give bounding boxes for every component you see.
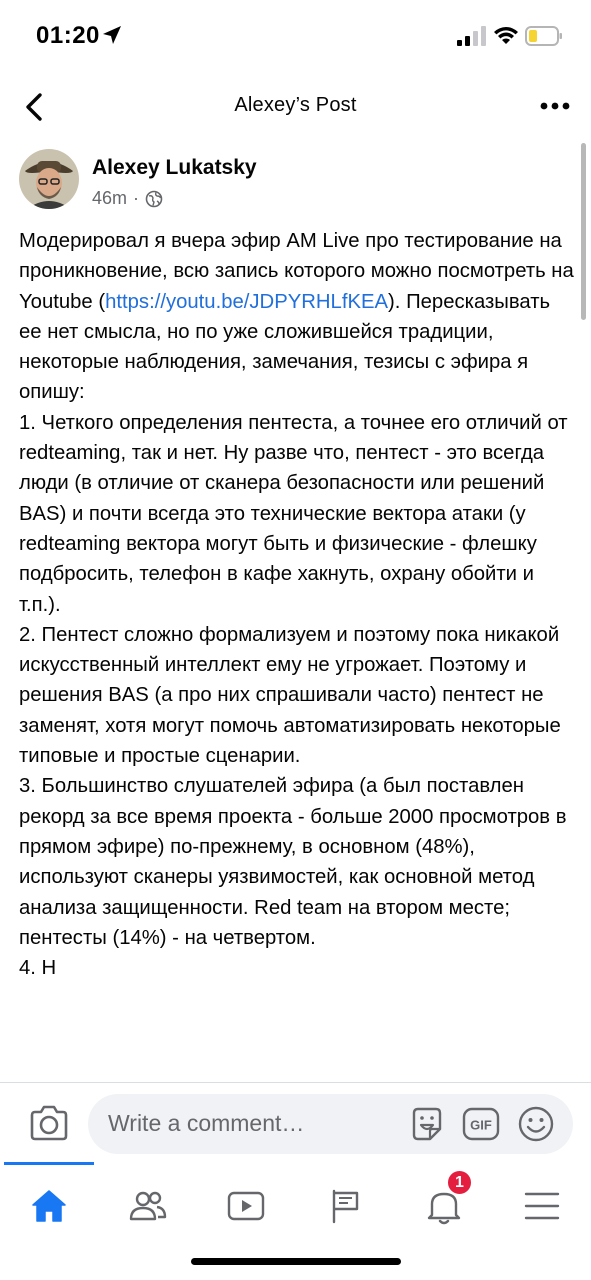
pages-tab[interactable] — [315, 1174, 375, 1238]
watch-tab[interactable] — [216, 1174, 276, 1238]
comment-placeholder: Write a comment… — [108, 1110, 305, 1136]
post-meta — [92, 188, 163, 209]
wifi-icon — [493, 25, 519, 45]
sticker-icon[interactable] — [408, 1105, 446, 1143]
status-time: 01:20 — [36, 22, 100, 49]
post-text-body: ). Пересказывать ее нет смысла, но по уже сложившейся традиции, некоторые наблюдения, замечания, тезисы с эфира я опишу: 1. Четкого определения пентеста, а точнее его отличий от redteaming, так и нет. Ну разве что, пентест - это всегда люди (в отличие от сканера безопасности или решений BAS) и почти всегда это технические вектора атаки (у redteaming вектора могут быть и физические - флешку подбросить, телефон в кафе хакнуть, охрану обойти и т.п.). 2. Пентест сложно формализуем и поэтому пока никакой искусственный интеллект ему не угрожает. Поэтому и решения BAS (а про них спрашивали часто) пентест не заменят, хотя могут помочь автоматизировать некоторые типовые и простые сценарии. 3. Большинство слушателей эфира (а был поставлен рекорд за все время проекта - больше 2000 просмотров в прямом эфире) по-прежнему, в основном (48%), используют сканеры уязвимостей, как основной метод анализа защищенности. Red team на втором месте; пентесты (14%) - на четвертом. 4. Н — [19, 290, 568, 980]
post-header-bar — [0, 80, 591, 134]
notifications-badge: 1 — [446, 1169, 473, 1196]
home-indicator — [191, 1258, 401, 1265]
friends-tab[interactable] — [118, 1174, 178, 1238]
gif-icon[interactable] — [462, 1105, 500, 1143]
menu-tab[interactable] — [512, 1174, 572, 1238]
globe-icon — [145, 190, 163, 208]
post-text — [19, 226, 580, 983]
more-dots-icon[interactable] — [540, 100, 570, 112]
gif-label: GIF — [470, 1117, 492, 1133]
home-icon — [29, 1186, 69, 1226]
signal-icon — [457, 26, 487, 46]
menu-icon — [522, 1186, 562, 1226]
battery-low-icon — [525, 26, 563, 46]
scrollbar-thumb[interactable] — [581, 143, 586, 320]
status-bar — [0, 0, 591, 76]
active-tab-indicator — [4, 1162, 94, 1165]
location-arrow-icon — [101, 24, 123, 46]
youtube-link[interactable]: https://youtu.be/JDPYRHLfKEA — [105, 290, 389, 313]
avatar[interactable] — [19, 149, 79, 209]
friends-icon — [128, 1186, 168, 1226]
emoji-icon[interactable] — [517, 1105, 555, 1143]
meta-separator: · — [133, 188, 140, 208]
flag-icon — [325, 1186, 365, 1226]
page-title: Alexey’s Post — [234, 94, 357, 116]
watch-icon — [226, 1186, 266, 1226]
post-time[interactable]: 46m — [92, 188, 128, 208]
author-name[interactable]: Alexey Lukatsky — [92, 156, 257, 179]
home-tab[interactable] — [19, 1174, 79, 1238]
post-text-intro: Модерировал я вчера эфир AM Live про тестирование на проникновение, всю запись которого можно посмотреть на Youtube ( — [19, 230, 580, 313]
comment-bar — [0, 1082, 591, 1162]
camera-icon[interactable] — [28, 1103, 70, 1143]
